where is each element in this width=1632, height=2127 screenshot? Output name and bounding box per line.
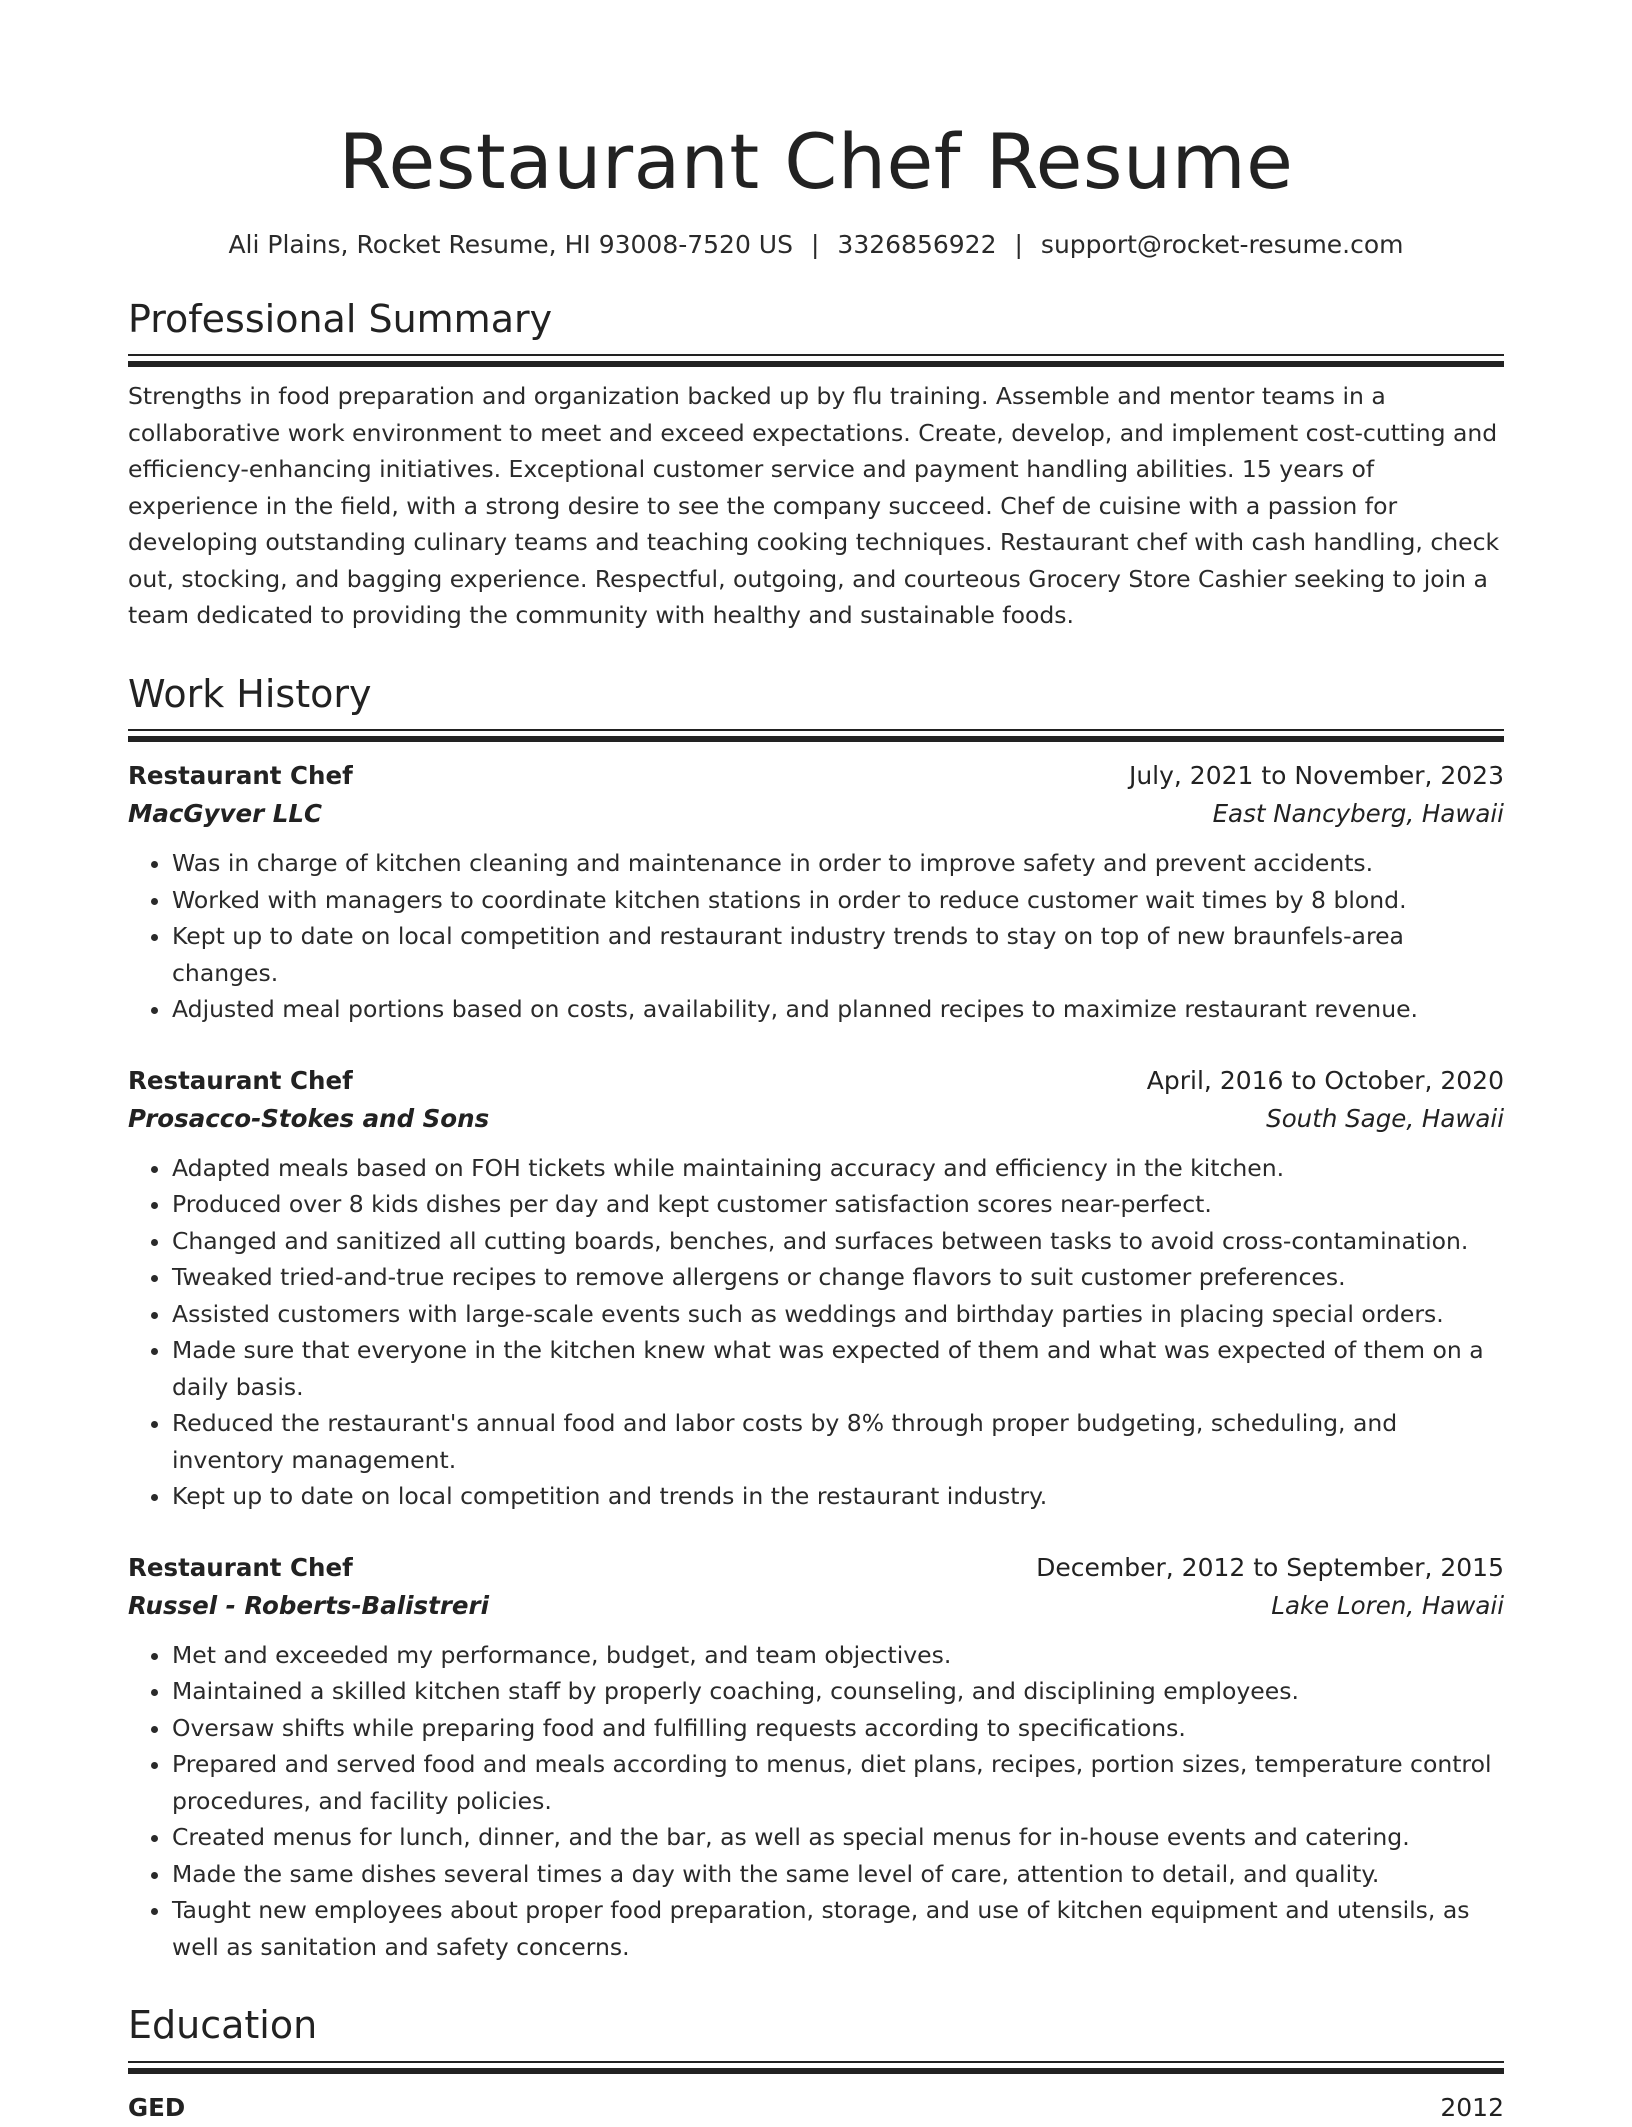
bullet-item: • Made sure that everyone in the kitchen knew what was expected of them and what was expected of them on a daily basis. bbox=[172, 1332, 1504, 1405]
job-bullets bbox=[128, 1150, 1504, 1515]
contact-separator: | bbox=[810, 229, 820, 259]
bullet-item: • Reduced the restaurant's annual food and labor costs by 8% through proper budgeting, scheduling, and inventory management. bbox=[172, 1405, 1504, 1478]
bullet-item: • Was in charge of kitchen cleaning and maintenance in order to improve safety and prevent accidents. bbox=[172, 845, 1504, 882]
job-header-row bbox=[128, 1549, 1504, 1587]
page-title: Restaurant Chef Resume bbox=[338, 117, 1294, 206]
bullet-item: • Made the same dishes several times a day with the same level of care, attention to detail, and quality. bbox=[172, 1856, 1504, 1893]
contact-separator: | bbox=[1014, 229, 1023, 259]
contact-phone: 3326856922 bbox=[837, 229, 997, 259]
job-title: Restaurant Chef bbox=[128, 1552, 353, 1582]
work-history-section bbox=[128, 672, 1504, 1966]
bullet-item: • Maintained a skilled kitchen staff by properly coaching, counseling, and disciplining employees. bbox=[172, 1673, 1504, 1710]
bullet-item: • Created menus for lunch, dinner, and the bar, as well as special menus for in-house events and catering. bbox=[172, 1819, 1504, 1856]
contact-address: Ali Plains, Rocket Resume, HI 93008-7520 US bbox=[228, 229, 793, 259]
job-entry bbox=[128, 1549, 1504, 1966]
job-company: Russel - Roberts-Balistreri bbox=[128, 1590, 490, 1620]
education-row bbox=[128, 2089, 1504, 2127]
bullet-item: • Worked with managers to coordinate kitchen stations in order to reduce customer wait times by 8 blond. bbox=[172, 882, 1504, 919]
contact-line bbox=[128, 230, 1504, 259]
bullet-item: • Prepared and served food and meals according to menus, diet plans, recipes, portion sizes, temperature control procedures, and facility policies. bbox=[172, 1746, 1504, 1819]
job-location: South Sage, Hawaii bbox=[1266, 1103, 1504, 1133]
bullet-item: • Changed and sanitized all cutting boards, benches, and surfaces between tasks to avoid cross-contamination. bbox=[172, 1223, 1504, 1260]
education-degree: GED bbox=[128, 2092, 186, 2122]
job-title: Restaurant Chef bbox=[128, 761, 353, 791]
bullet-item: • Taught new employees about proper food preparation, storage, and use of kitchen equipment and utensils, as well as sanitation and safety concerns. bbox=[172, 1892, 1504, 1965]
work-history-heading: Work History bbox=[128, 671, 372, 716]
job-title: Restaurant Chef bbox=[128, 1065, 353, 1095]
job-entry bbox=[128, 1062, 1504, 1515]
job-company: MacGyver LLC bbox=[128, 799, 322, 829]
summary-text: Strengths in food preparation and organization backed up by flu training. Assemble and mentor teams in a collaborative work environment to meet and exceed expectations. Create, develop, and implement cost-cutting and efficiency-enhancing initiatives. Exceptional customer service and payment handling abilities. 15 years of experience in the field, with a strong desire to see the company succeed. Chef de cuisine with a passion for developing outstanding culinary teams and teaching cooking techniques. Restaurant chef with cash handling, check out, stocking, and bagging experience. Respectful, outgoing, and courteous Grocery Store Cashier seeking to join a team dedicated to providing the community with healthy and sustainable foods. bbox=[128, 382, 1500, 630]
bullet-item: • Tweaked tried-and-true recipes to remove allergens or change flavors to suit customer preferences. bbox=[172, 1259, 1504, 1296]
job-bullets bbox=[128, 845, 1504, 1028]
education-heading: Education bbox=[128, 2003, 318, 2048]
job-dates: December, 2012 to September, 2015 bbox=[1036, 1552, 1504, 1582]
bullet-item: • Kept up to date on local competition and restaurant industry trends to stay on top of new braunfels-area changes. bbox=[172, 918, 1504, 991]
bullet-item: • Assisted customers with large-scale events such as weddings and birthday parties in placing special orders. bbox=[172, 1296, 1504, 1333]
summary-section bbox=[128, 297, 1504, 634]
contact-email: support@rocket-resume.com bbox=[1040, 229, 1404, 259]
job-company-row bbox=[128, 1587, 1504, 1625]
bullet-item: • Met and exceeded my performance, budget, and team objectives. bbox=[172, 1637, 1504, 1674]
bullet-item: • Oversaw shifts while preparing food and fulfilling requests according to specifications. bbox=[172, 1710, 1504, 1747]
job-header-row bbox=[128, 1062, 1504, 1100]
job-dates: July, 2021 to November, 2023 bbox=[1128, 761, 1504, 791]
job-dates: April, 2016 to October, 2020 bbox=[1146, 1065, 1504, 1095]
bullet-item: • Adjusted meal portions based on costs, availability, and planned recipes to maximize restaurant revenue. bbox=[172, 991, 1504, 1028]
section-divider bbox=[128, 729, 1504, 743]
job-location: Lake Loren, Hawaii bbox=[1271, 1590, 1504, 1620]
section-divider bbox=[128, 2061, 1504, 2075]
job-company-row bbox=[128, 1100, 1504, 1138]
job-company: Prosacco-Stokes and Sons bbox=[128, 1103, 490, 1133]
section-divider bbox=[128, 354, 1504, 368]
job-bullets bbox=[128, 1637, 1504, 1966]
job-header-row bbox=[128, 757, 1504, 795]
job-location: East Nancyberg, Hawaii bbox=[1212, 799, 1504, 829]
summary-heading: Professional Summary bbox=[128, 296, 553, 341]
education-section bbox=[128, 2003, 1504, 2127]
bullet-item: • Kept up to date on local competition and trends in the restaurant industry. bbox=[172, 1478, 1504, 1515]
job-entry bbox=[128, 757, 1504, 1028]
education-year: 2012 bbox=[1440, 2092, 1504, 2122]
bullet-item: • Produced over 8 kids dishes per day and kept customer satisfaction scores near-perfect. bbox=[172, 1186, 1504, 1223]
job-company-row bbox=[128, 795, 1504, 833]
bullet-item: • Adapted meals based on FOH tickets while maintaining accuracy and efficiency in the kitchen. bbox=[172, 1150, 1504, 1187]
